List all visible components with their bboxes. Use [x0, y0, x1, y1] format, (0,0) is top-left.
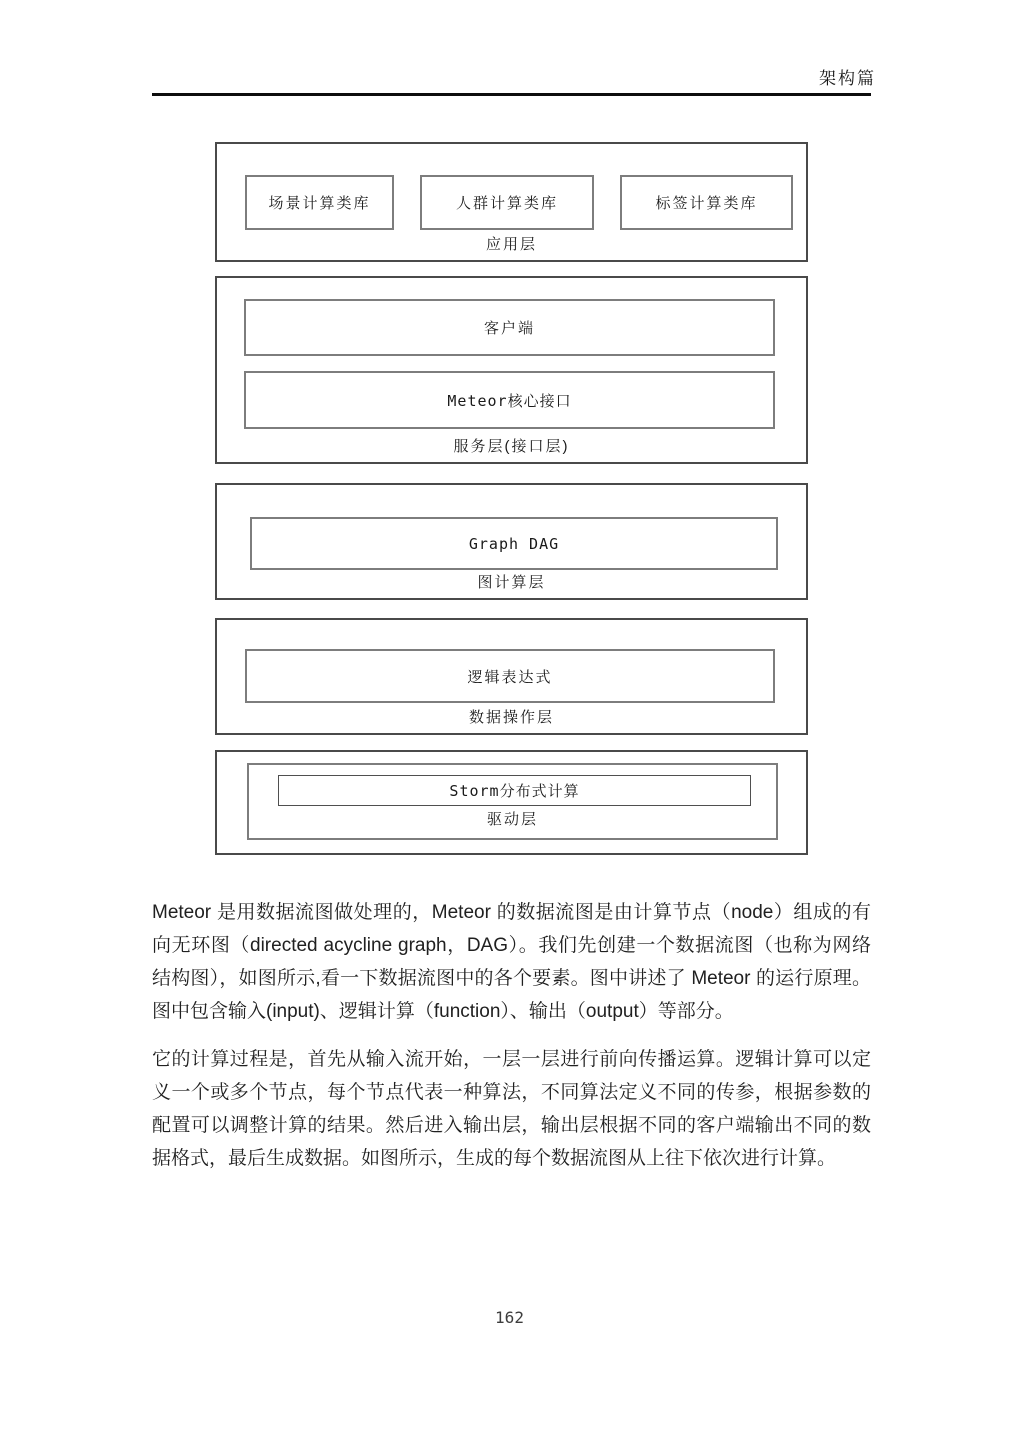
box-graph-dag: Graph DAG [250, 517, 778, 570]
box-scene-compute-lib: 场景计算类库 [245, 175, 394, 230]
box-crowd-compute-lib: 人群计算类库 [420, 175, 594, 230]
layer-graph-compute [215, 483, 808, 600]
layer-data-operation [215, 618, 808, 735]
layer-label-service: 服务层(接口层) [453, 438, 570, 455]
header-rule [152, 93, 871, 96]
page-number: 162 [495, 1308, 524, 1327]
layer-service [215, 276, 808, 464]
body-text [152, 896, 871, 1190]
box-storm-distributed-compute: Storm分布式计算 [278, 775, 751, 806]
box-client: 客户端 [244, 299, 775, 356]
paragraph-compute-process: 它的计算过程是，首先从输入流开始，一层一层进行前向传播运算。逻辑计算可以定义一个或多个节点，每个节点代表一种算法，不同算法定义不同的传参，根据参数的配置可以调整计算的结果。然后进入输出层，输出层根据不同的客户端输出不同的数据格式，最后生成数据。如图所示，生成的每个数据流图从上往下依次进行计算。 [152, 1049, 871, 1169]
layer-driver [215, 750, 808, 855]
driver-layer-inner-frame [247, 763, 778, 840]
layer-label-data-operation: 数据操作层 [468, 709, 554, 726]
layer-label-driver: 驱动层 [486, 811, 538, 828]
paragraph-meteor-dataflow-intro: Meteor 是用数据流图做处理的，Meteor 的数据流图是由计算节点（node）组成的有向无环图（directed acycline graph，DAG）。我们先创建一个数据流图（也称为网络结构图），如图所示,看一下数据流图中的各个要素。图中讲述了 Meteor 的运行原理。图中包含输入(input)、逻辑计算（function）、输出（output）等部分。 [152, 902, 871, 1022]
layer-label-application: 应用层 [485, 236, 537, 253]
box-meteor-core-api: Meteor核心接口 [244, 371, 775, 429]
box-tag-compute-lib: 标签计算类库 [620, 175, 793, 230]
box-logic-expression: 逻辑表达式 [245, 649, 775, 703]
layer-application [215, 142, 808, 262]
layer-label-graph-compute: 图计算层 [477, 574, 546, 591]
header-chapter-title: 架构篇 [819, 69, 876, 88]
